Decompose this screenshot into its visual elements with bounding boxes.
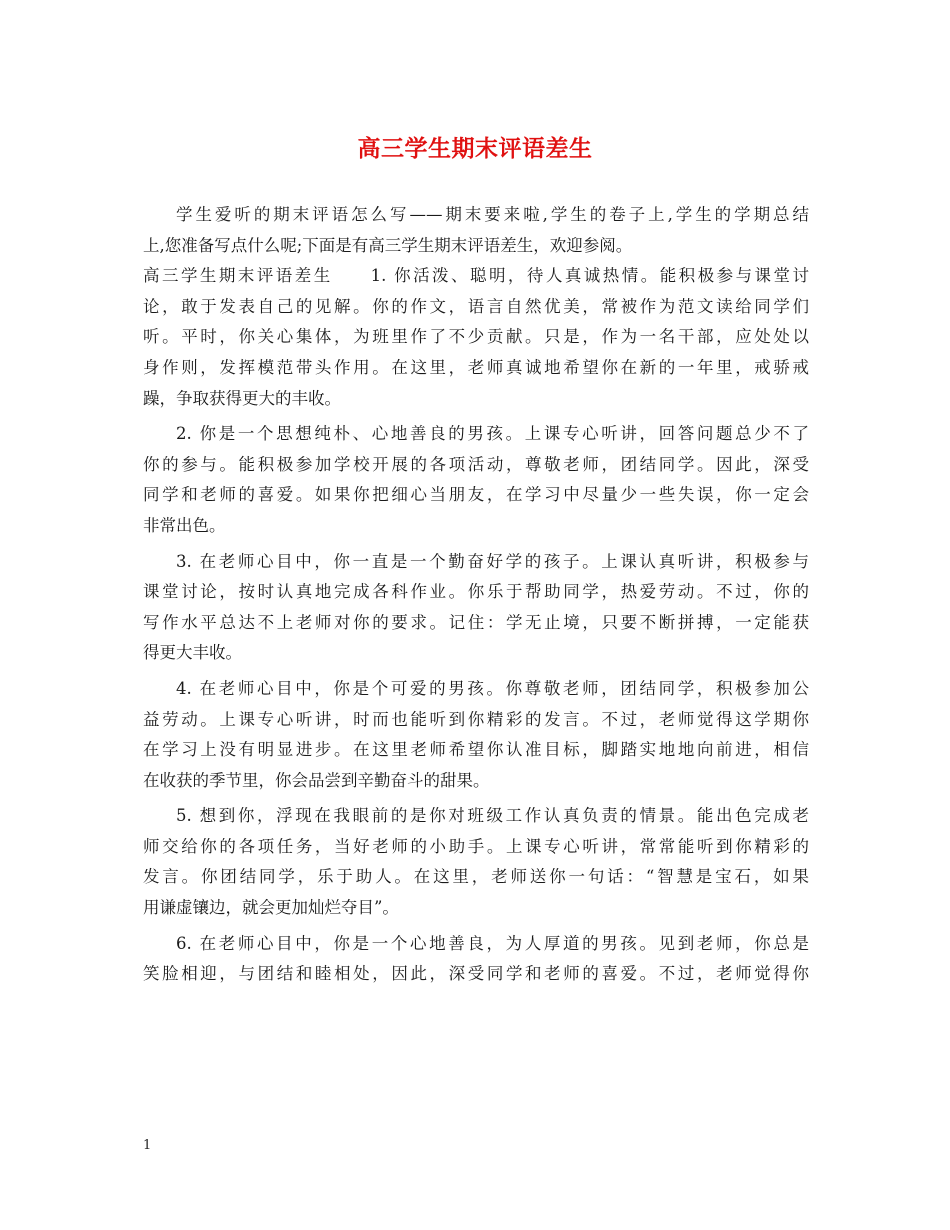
paragraph-line: 师交给你的各项任务，当好老师的小助手。上课专心听讲，常常能听到你精彩的 [143,836,809,856]
intro-line: 上,您准备写点什么呢;下面是有高三学生期末评语差生，欢迎参阅。 [143,235,633,255]
paragraph-line: 4. 在老师心目中，你是个可爱的男孩。你尊敬老师，团结同学，积极参加公 [176,678,809,698]
paragraph-line: 课堂讨论，按时认真地完成各科作业。你乐于帮助同学，热爱劳动。不过，你的 [143,582,809,602]
paragraph-line: 非常出色。 [143,515,226,535]
paragraph-line: 论，敢于发表自己的见解。你的作文，语言自然优美，常被作为范文读给同学们 [143,296,809,316]
intro-line: 学生爱听的期末评语怎么写——期末要来啦,学生的卷子上,学生的学期总结 [176,205,809,224]
paragraph-line: 高三学生期末评语差生 1. 你活泼、聪明，待人真诚热情。能积极参与课堂讨 [143,266,809,286]
paragraph-line: 2. 你是一个思想纯朴、心地善良的男孩。上课专心听讲，回答问题总少不了 [176,424,809,444]
paragraph-line: 同学和老师的喜爱。如果你把细心当朋友，在学习中尽量少一些失误，你一定会 [143,485,809,505]
paragraph-line: 5. 想到你，浮现在我眼前的是你对班级工作认真负责的情景。能出色完成老 [176,806,809,826]
paragraph-line: 用谦虚镶边，就会更加灿烂夺目”。 [143,898,399,918]
paragraph-line: 6. 在老师心目中，你是一个心地善良，为人厚道的男孩。见到老师，你总是 [176,933,809,953]
paragraph-line: 身作则，发挥模范带头作用。在这里，老师真诚地希望你在新的一年里，戒骄戒 [143,357,809,377]
paragraph-line: 笑脸相迎，与团结和睦相处，因此，深受同学和老师的喜爱。不过，老师觉得你 [143,964,809,984]
paragraph-line: 听。平时，你关心集体，为班里作了不少贡献。只是，作为一名干部，应处处以 [143,327,809,347]
paragraph-line: 益劳动。上课专心听讲，时而也能听到你精彩的发言。不过，老师觉得这学期你 [143,709,809,729]
paragraph-line: 在学习上没有明显进步。在这里老师希望你认准目标，脚踏实地地向前进，相信 [143,740,809,760]
paragraph-line: 在收获的季节里，你会品尝到辛勤奋斗的甜果。 [143,770,490,790]
paragraph-line: 得更大丰收。 [143,643,242,663]
paragraph-line: 你的参与。能积极参加学校开展的各项活动，尊敬老师，团结同学。因此，深受 [143,454,809,474]
document-body [143,200,809,990]
paragraph-line: 发言。你团结同学，乐于助人。在这里，老师送你一句话：“智慧是宝石，如果 [143,867,809,887]
document-title: 高三学生期末评语差生 [357,135,593,162]
paragraph-line: 躁，争取获得更大的丰收。 [143,388,341,408]
paragraph-line: 3. 在老师心目中，你一直是一个勤奋好学的孩子。上课认真听讲，积极参与 [176,551,809,571]
page-number: 1 [143,1138,152,1153]
paragraph-line: 写作水平总达不上老师对你的要求。记住：学无止境，只要不断拼搏，一定能获 [143,612,809,632]
